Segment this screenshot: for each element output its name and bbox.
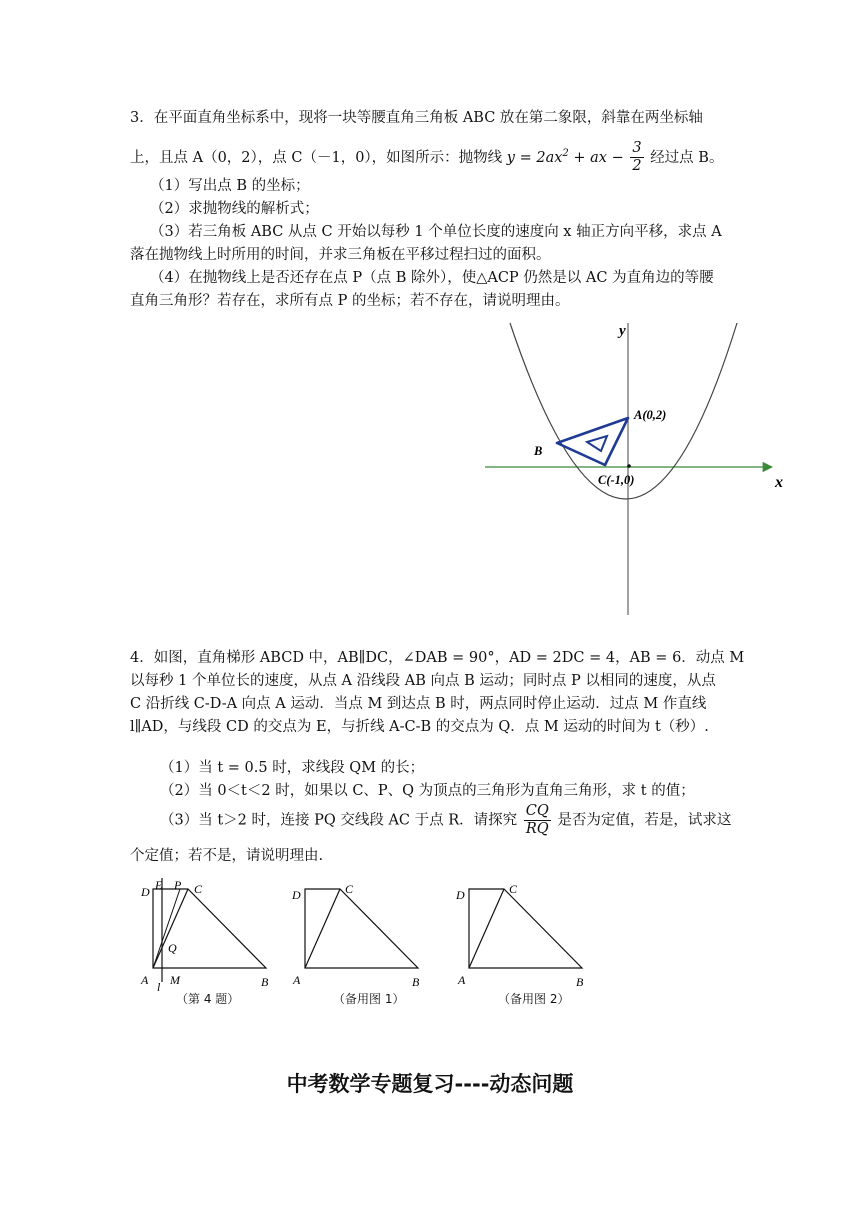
q3-sub-3b: 落在抛物线上时所用的时间，并求三角板在平移过程扫过的面积。 [130, 247, 551, 263]
fraction-denominator: 2 [632, 158, 642, 175]
q3-line-2-text: 上，且点 A（0，2），点 C（－1，0），如图所示：抛物线 [130, 149, 503, 166]
equation-part-a: y = 2ax [506, 149, 563, 166]
triangle-abc [557, 418, 628, 465]
q4-line-4: l∥AD，与线段 CD 的交点为 E，与折线 A-C-B 的交点为 Q．点 M 运动的时间为 t（秒）. [130, 719, 709, 735]
diagonal-ac [305, 889, 340, 968]
q3-equation [507, 150, 624, 166]
label-e: E [155, 878, 163, 892]
triangle-inner-hole [587, 436, 607, 451]
equation-part-b: + ax − [568, 149, 624, 166]
label-p: P [174, 878, 182, 892]
q3-sub-4a: （4）在抛物线上是否还存在点 P（点 B 除外），使△ACP 仍然是以 AC 为直角边的等腰 [150, 270, 714, 286]
q3-line-1: 3．在平面直角坐标系中，现将一块等腰直角三角板 ABC 放在第二象限，斜靠在两坐标轴 [130, 110, 703, 126]
q3-fraction [630, 140, 643, 175]
q3-line-2-end: 经过点 B。 [650, 149, 724, 166]
x-axis-label: x [775, 474, 783, 491]
fraction-numerator: 3 [632, 140, 642, 157]
origin-point [627, 464, 631, 468]
q4-line-2: 以每秒 1 个单位长的速度，从点 A 沿线段 AB 向点 B 运动；同时点 P 以相同的速度，从点 [130, 673, 716, 689]
segment-ap [153, 889, 180, 968]
label-l: l [157, 980, 161, 992]
label-q: Q [168, 941, 177, 955]
label-c: C [509, 882, 518, 896]
fraction-denominator: RQ [525, 821, 549, 837]
q3-figure [480, 315, 800, 620]
label-c: C [194, 882, 203, 896]
q3-sub-1: （1）写出点 B 的坐标； [150, 178, 310, 194]
label-b: B [412, 975, 420, 989]
caption-backup-1: （备用图 1） [333, 992, 405, 1006]
q4-sub-1: （1）当 t = 0.5 时，求线段 QM 的长； [160, 760, 425, 776]
label-a: A(0,2) [634, 408, 667, 422]
label-a: A [293, 973, 301, 987]
q3-sub-2: （2）求抛物线的解析式； [150, 201, 319, 217]
label-c: C [345, 882, 354, 896]
label-d: D [456, 888, 465, 902]
q4-sub-3-end: 是否为定值，若是，试求这 [557, 812, 732, 829]
label-b: B [576, 975, 584, 989]
label-b: B [261, 975, 269, 989]
q4-sub-3 [160, 803, 731, 838]
label-d: D [141, 885, 150, 899]
label-c: C(-1,0) [598, 473, 635, 487]
diagonal-ac [153, 889, 188, 968]
q3-sub-4b: 直角三角形？若存在，求所有点 P 的坐标；若不存在，请说明理由。 [130, 293, 570, 309]
q4-figure-backup-2 [454, 876, 594, 992]
fraction-numerator: CQ [525, 803, 549, 819]
q4-fraction [524, 803, 551, 838]
q4-figure-main [138, 876, 278, 992]
label-b: B [534, 444, 543, 458]
caption-fig-4: （第 4 题） [176, 992, 240, 1006]
label-a: A [458, 973, 466, 987]
diagonal-ac [469, 889, 504, 968]
equation-exponent: 2 [562, 148, 569, 159]
section-title: 中考数学专题复习----动态问题 [286, 1072, 574, 1096]
q3-line-2 [130, 137, 723, 175]
q4-line-3: C 沿折线 C-D-A 向点 A 运动．当点 M 到达点 B 时，两点同时停止运动．过点 M 作直线 [130, 696, 707, 712]
label-d: D [292, 888, 301, 902]
label-a: A [141, 973, 149, 987]
q4-figure-backup-1 [290, 876, 430, 992]
caption-backup-2: （备用图 2） [498, 992, 570, 1006]
y-axis-label: y [619, 323, 626, 339]
label-m: M [170, 973, 180, 987]
q4-sub-2: （2）当 0＜t＜2 时，如果以 C、P、Q 为顶点的三角形为直角三角形，求 t 的值； [160, 783, 695, 799]
q3-sub-3a: （3）若三角板 ABC 从点 C 开始以每秒 1 个单位长度的速度向 x 轴正方向平移，求点 A [150, 224, 722, 240]
q4-sub-3c: 个定值；若不是，请说明理由. [130, 848, 324, 864]
q4-line-1: 4．如图，直角梯形 ABCD 中，AB∥DC，∠DAB = 90°，AD = 2DC = 4，AB = 6．动点 M [130, 650, 745, 666]
q4-sub-3-text: （3）当 t＞2 时，连接 PQ 交线段 AC 于点 R．请探究 [160, 812, 518, 829]
